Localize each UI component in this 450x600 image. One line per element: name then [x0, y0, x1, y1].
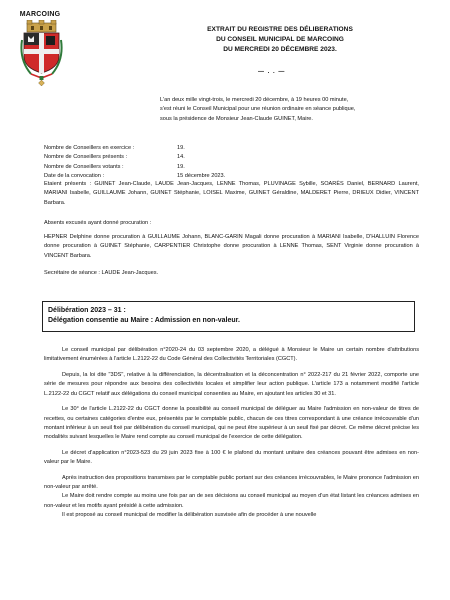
excused-heading: Absents excusés ayant donné procuration : [44, 220, 152, 226]
meeting-intro [160, 96, 415, 124]
town-name: MARCOING [19, 11, 61, 18]
body-paragraph: Il est proposé au conseil municipal de modifier la délibération susvisée afin de procéder à une nouvelle [62, 512, 317, 519]
title-line: DU CONSEIL MUNICIPAL DE MARCOING [216, 36, 344, 43]
deliberation-body [44, 346, 419, 520]
count-row [44, 153, 424, 162]
intro-line: sous la présidence de Monsieur Jean-Claude GUINET, Maire. [160, 115, 313, 122]
count-value: 14. [177, 154, 185, 161]
intro-line: s'est réuni le Conseil Municipal pour une réunion ordinaire en séance publique, [160, 106, 356, 113]
deliberation-number: Délibération 2023 – 31 : [48, 307, 126, 314]
count-value: 19. [177, 145, 185, 151]
count-label: Nombre de Conseillers votants : [44, 163, 124, 170]
coat-of-arms-icon [19, 20, 64, 86]
count-value: 15 décembre 2023. [177, 172, 226, 179]
count-row [44, 163, 424, 172]
title-line: EXTRAIT DU REGISTRE DES DÉLIBERATIONS [207, 26, 353, 33]
intro-line: L'an deux mille vingt-trois, le mercredi 20 décembre, à 19 heures 00 minute, [160, 97, 349, 103]
deliberation-subject: Délégation consentie au Maire : Admission en non-valeur. [48, 317, 240, 324]
body-paragraph: Le décret d'application n°2023-523 du 29 juin 2023 fixe à 100 € le plafond du montant unitaire des créances pouvant être admises en non-valeur par le Maire. [44, 449, 419, 466]
session-secretary: Secrétaire de séance : LAUDE Jean-Jacques. [44, 270, 159, 276]
body-paragraph: Le 30° de l'article L.2122-22 du CGCT donne la possibilité au conseil municipal de déléguer au Maire l'admission en non-valeur de titres de recettes, ou certaines catégories d'entre eux, présentés par le comptable public, chacun de ces titres correspondant à une créance irrécouvrable d'un montant inférieur à un seuil fixé par délibération du conseil municipal, qui ne peut être supérieur à un seuil fixé par décret. Ce même décret précise les modalités suivant lesquelles le Maire rend compte au conseil municipal de l'exercice de cette délégation. [44, 406, 419, 441]
body-paragraph: Le conseil municipal par délibération n°2020-24 du 03 septembre 2020, a délégué à Monsieur le Maire un certain nombre d'attributions limitativement énumérées à l'article L.2122-22 du Code Général des Collectivités Territoriales (CGCT). [44, 347, 419, 363]
count-value: 19. [177, 163, 185, 170]
council-counts [44, 144, 424, 181]
body-paragraph: Après instruction des propositions transmises par le comptable public portant sur des créances irrécouvrables, le Maire prononce l'admission en non-valeur par arrêté. [44, 474, 419, 491]
count-row [44, 144, 424, 153]
body-paragraph: Depuis, la loi dite "3DS", relative à la différenciation, la décentralisation et la déconcentration n° 2022-217 du 21 février 2022, comporte une série de mesures pour répondre aux besoins des collectivités locales et simplifier leur action publique. L'article 173 a notamment modifié l'article L.2122-22 du CGCT relatif aux délégations du conseil municipal consenties au Maire, en ajoutant les articles 30 et 31. [44, 371, 419, 397]
count-label: Nombre de Conseillers présents : [44, 154, 128, 161]
present-members: Etaient présents : GUINET Jean-Claude, LAUDE Jean-Jacques, LENNE Thomas, PLUVINAGE Sybille, SOARÈS Daniel, BERNARD Laurent, MARIANI Isabelle, GUILLAUME Johann, GUINET Stéphanie, LOISEL Maxime, GUINET Géraldine, MALDERET Pierre, DRIEUX Didier, VINCENT Barbara. [44, 181, 419, 206]
title-line: DU MERCREDI 20 DÉCEMBRE 2023. [223, 46, 337, 53]
excused-members: HEPNER Delphine donne procuration à GUILLAUME Johann, BLANC-GARIN Magali donne procuration à MARIANI Isabelle, D'HALLUIN Florence donne procuration à GUINET Stéphanie, CARPENTIER Christophe donne procuration à LENNE Thomas, SENT Virginie donne procuration à VINCENT Barbara. [44, 234, 419, 259]
title-separator: — . . — [258, 69, 286, 75]
count-label: Date de la convocation : [44, 172, 105, 179]
document-title [180, 25, 380, 55]
deliberation-box [42, 301, 415, 332]
count-label: Nombre de Conseillers en exercice : [44, 145, 135, 151]
body-paragraph: Le Maire doit rendre compte au moins une fois par an de ses décisions au conseil municipal au moyen d'un état listant les créances admises en non-valeur et les motifs ayant présidé à cette admission. [44, 493, 419, 509]
